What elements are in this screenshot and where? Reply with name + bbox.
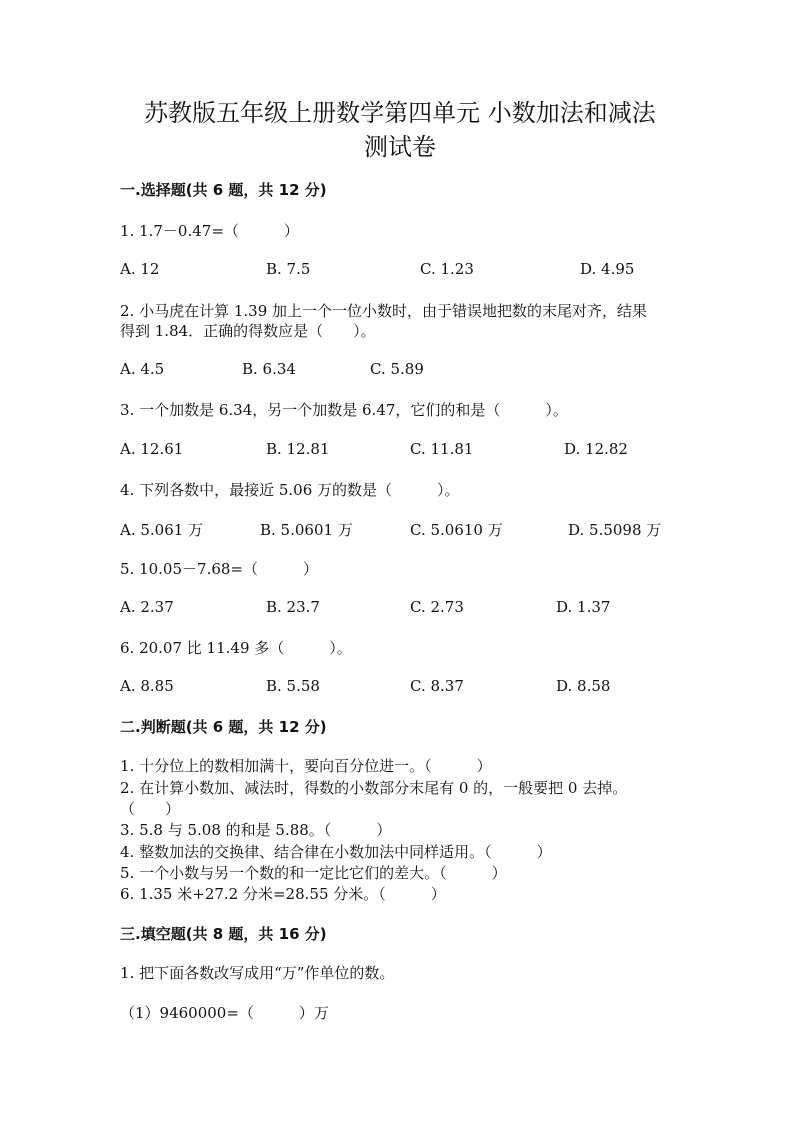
option-2c: C. 5.89: [370, 360, 424, 378]
section-heading-choice: 一.选择题(共 6 题，共 12 分): [120, 181, 327, 199]
option-3a: A. 12.61: [120, 440, 184, 458]
option-2a: A. 4.5: [120, 360, 165, 378]
question-4: 4. 下列各数中，最接近 5.06 万的数是（ ）。: [120, 481, 460, 499]
option-3b: B. 12.81: [266, 440, 330, 458]
fill-question-1-sub1: （1）9460000=（ ）万: [120, 1004, 329, 1022]
question-3: 3. 一个加数是 6.34，另一个加数是 6.47，它们的和是（ ）。: [120, 401, 568, 419]
option-6a: A. 8.85: [120, 677, 174, 695]
option-2b: B. 6.34: [242, 360, 296, 378]
fill-question-1: 1. 把下面各数改写成用“万”作单位的数。: [120, 964, 395, 982]
option-6b: B. 5.58: [266, 677, 320, 695]
option-5a: A. 2.37: [120, 598, 174, 616]
option-4b: B. 5.0601 万: [260, 521, 353, 539]
page-title-line2: 测试卷: [364, 133, 436, 161]
option-3c: C. 11.81: [410, 440, 474, 458]
option-5c: C. 2.73: [410, 598, 464, 616]
judgment-item-2-bracket: （ ）: [120, 800, 181, 818]
judgment-item-3: 3. 5.8 与 5.08 的和是 5.88。（ ）: [120, 821, 392, 839]
option-5d: D. 1.37: [556, 598, 611, 616]
question-2-line1: 2. 小马虎在计算 1.39 加上一个一位小数时，由于错误地把数的末尾对齐，结果: [120, 302, 648, 320]
option-3d: D. 12.82: [564, 440, 628, 458]
judgment-item-6: 6. 1.35 米+27.2 分米=28.55 分米。（ ）: [120, 885, 446, 903]
option-6d: D. 8.58: [556, 677, 611, 695]
section-heading-fill: 三.填空题(共 8 题，共 16 分): [120, 925, 327, 943]
option-4c: C. 5.0610 万: [410, 521, 503, 539]
option-4d: D. 5.5098 万: [568, 521, 662, 539]
option-1c: C. 1.23: [420, 260, 474, 278]
option-6c: C. 8.37: [410, 677, 464, 695]
option-5b: B. 23.7: [266, 598, 320, 616]
option-1b: B. 7.5: [266, 260, 311, 278]
question-5: 5. 10.05－7.68=（ ）: [120, 560, 318, 578]
question-2-line2: 得到 1.84．正确的得数应是（ ）。: [120, 322, 376, 340]
option-4a: A. 5.061 万: [120, 521, 204, 539]
judgment-item-1: 1. 十分位上的数相加满十，要向百分位进一。（ ）: [120, 757, 492, 775]
question-1: 1. 1.7－0.47=（ ）: [120, 222, 299, 240]
option-1a: A. 12: [120, 260, 160, 278]
section-heading-judgment: 二.判断题(共 6 题，共 12 分): [120, 718, 327, 736]
page-title: 苏教版五年级上册数学第四单元 小数加法和减法: [144, 99, 656, 127]
question-6: 6. 20.07 比 11.49 多（ ）。: [120, 639, 352, 657]
judgment-item-5: 5. 一个小数与另一个数的和一定比它们的差大。（ ）: [120, 864, 507, 882]
judgment-item-2: 2. 在计算小数加、减法时，得数的小数部分末尾有 0 的，一般要把 0 去掉。: [120, 779, 628, 797]
option-1d: D. 4.95: [580, 260, 635, 278]
judgment-item-4: 4. 整数加法的交换律、结合律在小数加法中同样适用。（ ）: [120, 843, 552, 861]
